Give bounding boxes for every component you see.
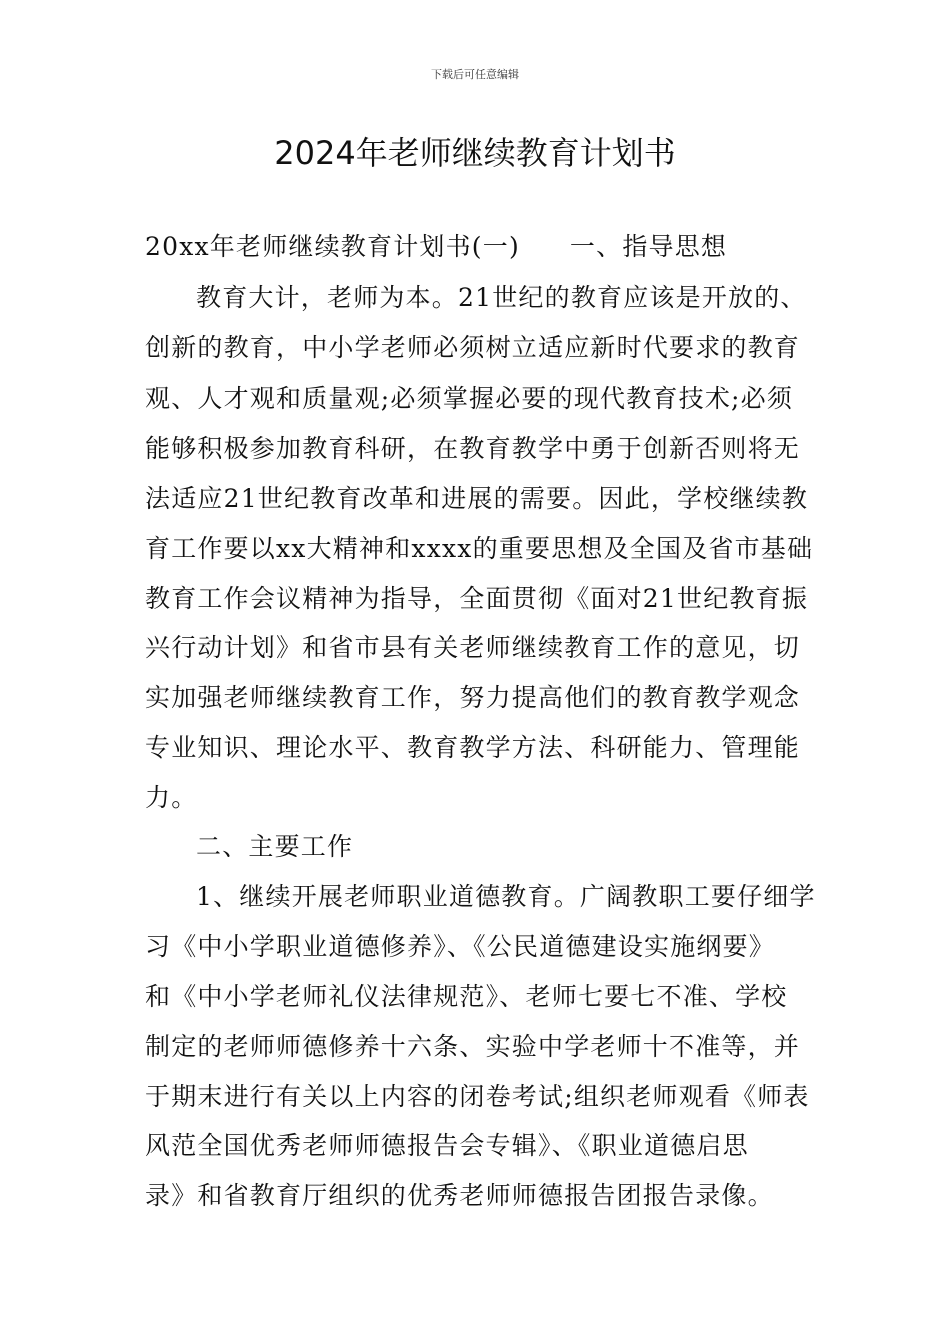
paragraph-line: 风范全国优秀老师师德报告会专辑》、《职业道德启思 — [145, 1131, 749, 1160]
paragraph-line: 能够积极参加教育科研，在教育教学中勇于创新否则将无 — [145, 434, 801, 463]
document-subtitle: 20xx年老师继续教育计划书(一) — [145, 232, 520, 261]
paragraph-line: 观、人才观和质量观;必须掌握必要的现代教育技术;必须 — [145, 384, 794, 413]
paragraph-line: 制定的老师师德修养十六条、实验中学老师十不准等，并 — [145, 1032, 801, 1061]
section-heading-main-work: 二、主要工作 — [196, 832, 354, 861]
paragraph-line: 实加强老师继续教育工作，努力提高他们的教育教学观念 — [145, 683, 801, 712]
paragraph-line: 兴行动计划》和省市县有关老师继续教育工作的意见，切 — [145, 633, 801, 662]
subtitle-line — [145, 230, 727, 264]
paragraph-line: 创新的教育，中小学老师必须树立适应新时代要求的教育 — [145, 333, 801, 362]
section-heading-guiding-ideology: 一、指导思想 — [569, 232, 728, 261]
paragraph-line: 力。 — [145, 783, 198, 812]
document-title: 2024年老师继续教育计划书 — [274, 134, 676, 172]
page-header-note: 下载后可任意编辑 — [431, 68, 519, 81]
paragraph-line: 于期末进行有关以上内容的闭卷考试;组织老师观看《师表 — [145, 1082, 810, 1111]
paragraph-line: 和《中小学老师礼仪法律规范》、老师七要七不准、学校 — [145, 982, 788, 1011]
paragraph-line: 录》和省教育厅组织的优秀老师师德报告团报告录像。 — [145, 1181, 774, 1210]
paragraph-line: 习《中小学职业道德修养》、《公民道德建设实施纲要》 — [145, 932, 776, 961]
paragraph-line: 育工作要以xx大精神和xxxx的重要思想及全国及省市基础 — [145, 534, 814, 563]
paragraph-line: 教育大计，老师为本。21世纪的教育应该是开放的、 — [196, 283, 807, 312]
paragraph-line: 专业知识、理论水平、教育教学方法、科研能力、管理能 — [145, 733, 801, 762]
paragraph-line: 法适应21世纪教育改革和进展的需要。因此，学校继续教 — [145, 484, 809, 513]
paragraph-line: 教育工作会议精神为指导，全面贯彻《面对21世纪教育振 — [145, 584, 809, 613]
paragraph-line: 1、继续开展老师职业道德教育。广阔教职工要仔细学 — [196, 882, 816, 911]
